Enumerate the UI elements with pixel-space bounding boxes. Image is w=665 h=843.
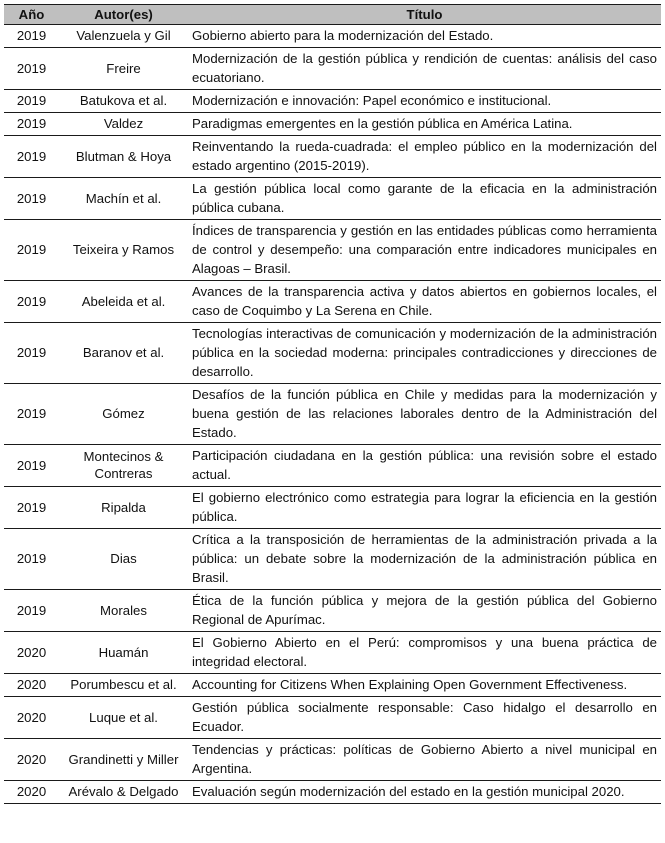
table-row bbox=[4, 220, 661, 281]
document-page bbox=[4, 4, 661, 804]
cell-title: Evaluación según modernización del estado en la gestión municipal 2020. bbox=[188, 781, 661, 804]
cell-title: Tendencias y prácticas: políticas de Gobierno Abierto a nivel municipal en Argentina. bbox=[188, 739, 661, 781]
cell-title: Gobierno abierto para la modernización del Estado. bbox=[188, 25, 661, 48]
cell-year: 2019 bbox=[4, 590, 59, 632]
cell-author: Teixeira y Ramos bbox=[59, 220, 188, 281]
cell-author: Abeleida et al. bbox=[59, 281, 188, 323]
header-title: Título bbox=[188, 5, 661, 25]
header-row bbox=[4, 5, 661, 25]
cell-title: El gobierno electrónico como estrategia para lograr la eficiencia en la gestión pública. bbox=[188, 487, 661, 529]
cell-year: 2020 bbox=[4, 739, 59, 781]
literature-table bbox=[4, 4, 661, 804]
cell-author: Baranov et al. bbox=[59, 323, 188, 384]
cell-author: Porumbescu et al. bbox=[59, 674, 188, 697]
table-row bbox=[4, 90, 661, 113]
header-year: Año bbox=[4, 5, 59, 25]
table-row bbox=[4, 781, 661, 804]
cell-author: Ripalda bbox=[59, 487, 188, 529]
cell-year: 2019 bbox=[4, 178, 59, 220]
cell-title: La gestión pública local como garante de la eficacia en la administración pública cubana. bbox=[188, 178, 661, 220]
cell-year: 2019 bbox=[4, 445, 59, 487]
cell-author: Dias bbox=[59, 529, 188, 590]
table-header bbox=[4, 5, 661, 25]
cell-title: Modernización de la gestión pública y rendición de cuentas: análisis del caso ecuatoriano. bbox=[188, 48, 661, 90]
table-row bbox=[4, 281, 661, 323]
cell-year: 2019 bbox=[4, 25, 59, 48]
table-row bbox=[4, 590, 661, 632]
cell-year: 2020 bbox=[4, 632, 59, 674]
table-row bbox=[4, 323, 661, 384]
table-row bbox=[4, 632, 661, 674]
cell-title: Avances de la transparencia activa y datos abiertos en gobiernos locales, el caso de Coquimbo y La Serena en Chile. bbox=[188, 281, 661, 323]
cell-author: Freire bbox=[59, 48, 188, 90]
cell-author: Valdez bbox=[59, 113, 188, 136]
table-row bbox=[4, 487, 661, 529]
cell-author: Blutman & Hoya bbox=[59, 136, 188, 178]
header-author: Autor(es) bbox=[59, 5, 188, 25]
cell-year: 2019 bbox=[4, 136, 59, 178]
table-row bbox=[4, 25, 661, 48]
cell-title: Ética de la función pública y mejora de la gestión pública del Gobierno Regional de Apurímac. bbox=[188, 590, 661, 632]
cell-author: Gómez bbox=[59, 384, 188, 445]
cell-year: 2019 bbox=[4, 384, 59, 445]
cell-author: Valenzuela y Gil bbox=[59, 25, 188, 48]
cell-year: 2020 bbox=[4, 674, 59, 697]
cell-title: Índices de transparencia y gestión en las entidades públicas como herramienta de control y desempeño: una comparación entre indicadores municipales en Alagoas – Brasil. bbox=[188, 220, 661, 281]
cell-year: 2020 bbox=[4, 697, 59, 739]
table-row bbox=[4, 697, 661, 739]
cell-title: Modernización e innovación: Papel económico e institucional. bbox=[188, 90, 661, 113]
cell-year: 2019 bbox=[4, 90, 59, 113]
table-row bbox=[4, 445, 661, 487]
cell-author: Grandinetti y Miller bbox=[59, 739, 188, 781]
cell-author: Arévalo & Delgado bbox=[59, 781, 188, 804]
cell-year: 2019 bbox=[4, 323, 59, 384]
table-row bbox=[4, 178, 661, 220]
cell-author: Machín et al. bbox=[59, 178, 188, 220]
cell-title: Paradigmas emergentes en la gestión pública en América Latina. bbox=[188, 113, 661, 136]
cell-author: Montecinos & Contreras bbox=[59, 445, 188, 487]
cell-author: Huamán bbox=[59, 632, 188, 674]
cell-year: 2019 bbox=[4, 529, 59, 590]
cell-year: 2019 bbox=[4, 487, 59, 529]
cell-year: 2019 bbox=[4, 113, 59, 136]
cell-author: Morales bbox=[59, 590, 188, 632]
cell-year: 2020 bbox=[4, 781, 59, 804]
cell-year: 2019 bbox=[4, 48, 59, 90]
cell-title: Participación ciudadana en la gestión pública: una revisión sobre el estado actual. bbox=[188, 445, 661, 487]
table-row bbox=[4, 384, 661, 445]
table-row bbox=[4, 113, 661, 136]
cell-year: 2019 bbox=[4, 281, 59, 323]
cell-title: Reinventando la rueda-cuadrada: el empleo público en la modernización del estado argentino (2015-2019). bbox=[188, 136, 661, 178]
cell-title: Gestión pública socialmente responsable: Caso hidalgo el desarrollo en Ecuador. bbox=[188, 697, 661, 739]
cell-title: Desafíos de la función pública en Chile y medidas para la modernización y buena gestión de las relaciones laborales dentro de la Administración del Estado. bbox=[188, 384, 661, 445]
cell-title: Accounting for Citizens When Explaining Open Government Effectiveness. bbox=[188, 674, 661, 697]
table-row bbox=[4, 529, 661, 590]
cell-author: Batukova et al. bbox=[59, 90, 188, 113]
cell-author: Luque et al. bbox=[59, 697, 188, 739]
table-row bbox=[4, 48, 661, 90]
table-row bbox=[4, 136, 661, 178]
cell-year: 2019 bbox=[4, 220, 59, 281]
table-row bbox=[4, 739, 661, 781]
cell-title: Crítica a la transposición de herramientas de la administración privada a la pública: un debate sobre la modernización de la administración pública en Brasil. bbox=[188, 529, 661, 590]
cell-title: El Gobierno Abierto en el Perú: compromisos y una buena práctica de integridad electoral. bbox=[188, 632, 661, 674]
cell-title: Tecnologías interactivas de comunicación y modernización de la administración pública en la sociedad moderna: principales contradicciones y direcciones de desarrollo. bbox=[188, 323, 661, 384]
table-row bbox=[4, 674, 661, 697]
table-body bbox=[4, 25, 661, 804]
